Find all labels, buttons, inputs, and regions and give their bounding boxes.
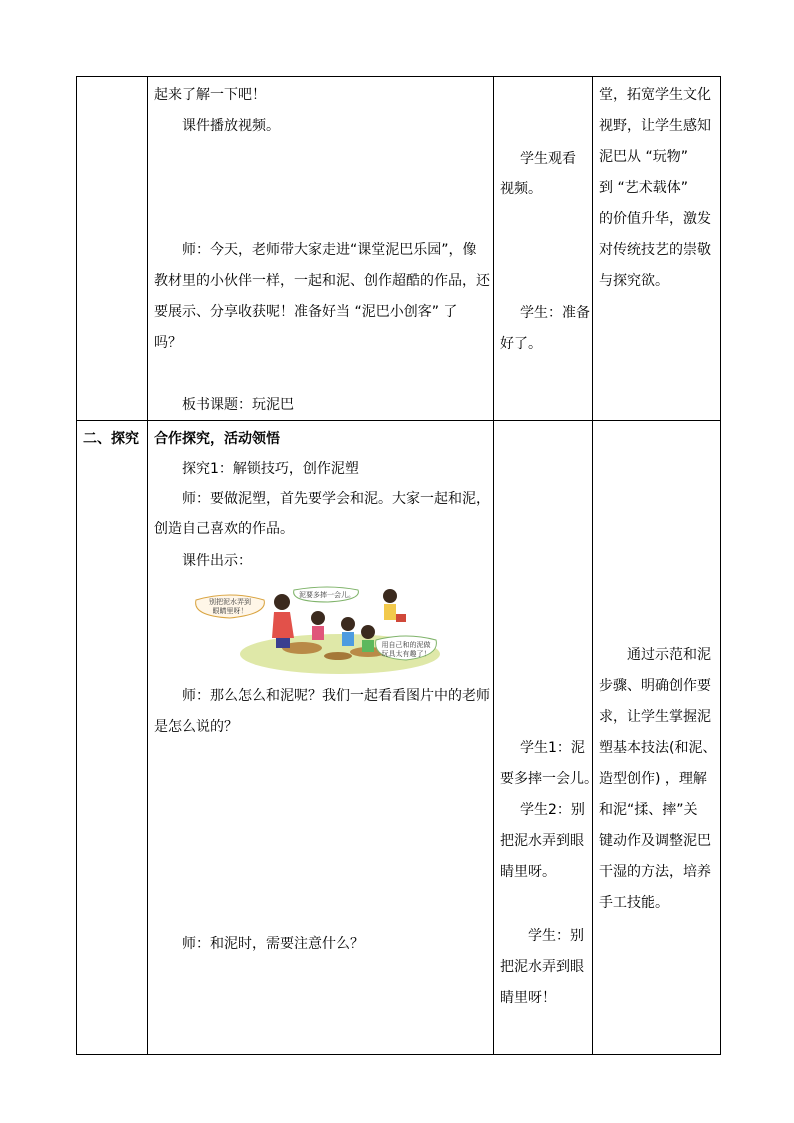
table-row <box>77 77 721 421</box>
student-response: 把泥水弄到眼 <box>500 833 584 850</box>
teacher-speech: 师：那么怎么和泥呢？我们一起看看图片中的老师 <box>182 688 490 705</box>
purpose-text: 泥巴从 “玩物” <box>599 149 688 165</box>
activity-cell <box>148 421 494 1055</box>
purpose-text: 通过示范和泥 <box>627 647 711 664</box>
teacher-speech: 吗？ <box>154 335 182 351</box>
student-response: 睛里呀！ <box>500 990 556 1007</box>
activity-text: 课件出示： <box>182 553 252 570</box>
activity-text: 课件播放视频。 <box>182 118 280 134</box>
purpose-text: 对传统技艺的崇敬 <box>599 242 711 258</box>
student-response: 视频。 <box>500 181 542 197</box>
purpose-text: 步骤、明确创作要 <box>599 678 711 695</box>
purpose-text: 求，让学生掌握泥 <box>599 709 711 726</box>
student-response: 把泥水弄到眼 <box>500 959 584 976</box>
purpose-text: 与探究欲。 <box>599 273 669 289</box>
purpose-cell <box>593 421 721 1055</box>
purpose-text: 干湿的方法，培养 <box>599 864 711 881</box>
student-response: 好了。 <box>500 336 542 352</box>
teacher-speech: 是怎么说的？ <box>154 719 238 736</box>
student-response: 学生观看 <box>520 151 576 167</box>
stage-cell <box>77 421 148 1055</box>
speech-bubble-text: 泥要多摔一会儿。 <box>299 591 355 600</box>
speech-bubble-text: 用自己和的泥做 <box>381 641 431 650</box>
activity-text: 起来了解一下吧！ <box>154 87 266 103</box>
student-cell <box>494 421 598 1055</box>
activity-cell <box>148 77 494 421</box>
purpose-text: 到 “艺术载体” <box>599 180 688 196</box>
purpose-text: 视野，让学生感知 <box>599 118 711 134</box>
teacher-speech: 师：要做泥塑，首先要学会和泥。大家一起和泥， <box>182 491 490 508</box>
stage-cell <box>77 77 148 421</box>
speech-bubble-text: 别把泥水弄到 <box>209 598 251 607</box>
student-response: 睛里呀。 <box>500 864 556 881</box>
purpose-text: 和泥“揉、摔”关 <box>599 802 698 819</box>
purpose-text: 键动作及调整泥巴 <box>599 833 711 850</box>
stage-label: 二、探究 <box>83 431 139 448</box>
student-response: 学生2：别 <box>520 802 585 819</box>
teacher-speech: 要展示、分享收获呢！准备好当 “泥巴小创客” 了 <box>154 304 458 320</box>
purpose-text: 塑基本技法(和泥、 <box>599 740 717 757</box>
lesson-plan-table <box>76 76 721 1055</box>
activity-text: 探究1：解锁技巧，创作泥塑 <box>182 461 359 478</box>
teacher-speech: 创造自己喜欢的作品。 <box>154 521 294 538</box>
student-response: 学生1：泥 <box>520 740 585 757</box>
teacher-speech: 师：和泥时，需要注意什么？ <box>182 936 364 953</box>
student-response: 学生：准备 <box>520 305 590 321</box>
teacher-speech: 师：今天，老师带大家走进“课堂泥巴乐园”，像 <box>182 242 477 258</box>
student-response: 学生：别 <box>528 928 584 945</box>
section-heading: 合作探究，活动领悟 <box>154 431 280 448</box>
purpose-text: 堂，拓宽学生文化 <box>599 87 711 103</box>
student-response: 要多摔一会儿。 <box>500 771 598 788</box>
purpose-cell <box>593 77 721 421</box>
purpose-text: 手工技能。 <box>599 895 669 912</box>
clay-play-illustration <box>190 586 440 676</box>
speech-bubble-text: 玩具太有趣了！ <box>381 650 431 659</box>
purpose-text: 的价值升华，激发 <box>599 211 711 227</box>
teacher-speech: 教材里的小伙伴一样，一起和泥、创作超酷的作品，还 <box>154 273 490 289</box>
purpose-text: 造型创作) ，理解 <box>599 771 707 788</box>
table-row <box>77 421 721 1055</box>
board-title: 板书课题：玩泥巴 <box>182 397 294 413</box>
student-cell <box>494 77 593 421</box>
speech-bubble-text: 眼睛里呀！ <box>212 607 248 616</box>
